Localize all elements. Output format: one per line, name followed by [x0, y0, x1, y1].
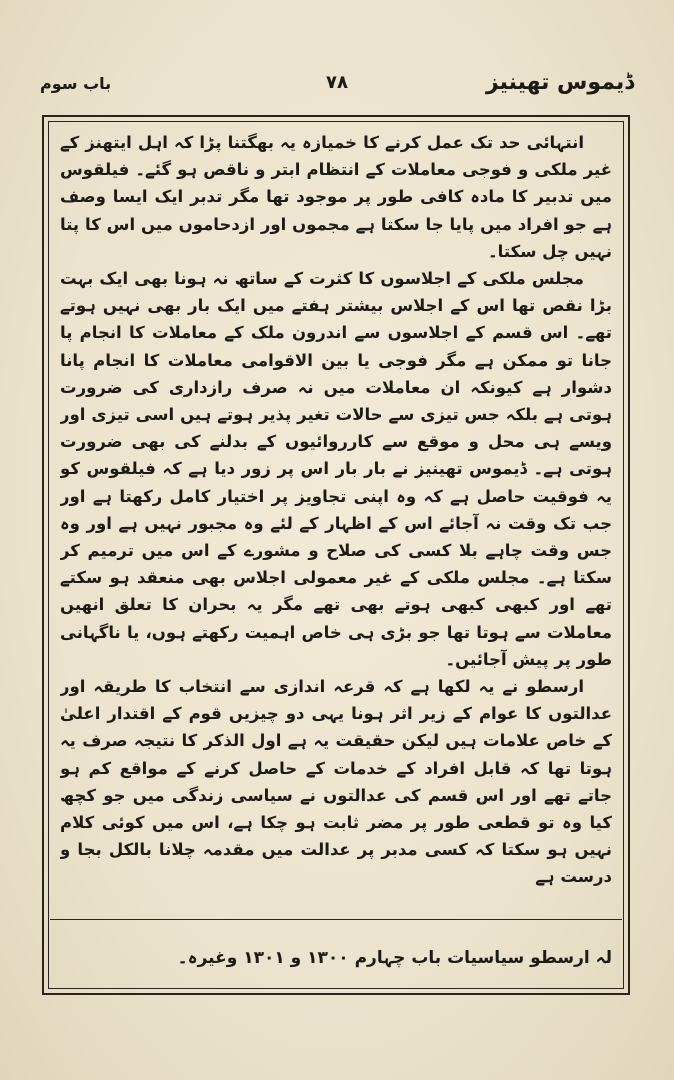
footnote: لہ ارسطو سیاسیات باب چہارم ۱۳۰۰ و ۱۳۰۱ وغیرہ۔: [177, 948, 612, 968]
paragraph-2: مجلس ملکی کے اجلاسوں کا کثرت کے ساتھ نہ ہونا بھی ایک بہت بڑا نقص تھا اس کے اجلاس بیشتر ہفتے میں ایک بار بھی نہیں ہوتے تھے۔ اس قسم کے اجلاسوں سے اندرون ملک کے معاملات کا انجام پا جانا تو ممکن ہے مگر فوجی یا بین الاقوامی معاملات کا انجام پانا دشوار ہے کیونکہ ان معاملات میں نہ صرف رازداری کی ضرورت ہوتی ہے بلکہ جس تیزی سے حالات تغیر پذیر ہوتے ہیں اسی تیزی اور ویسے ہی محل و موقع سے کارروائیوں کے بدلنے کی بھی ضرورت ہوتی ہے۔ ڈیموس تھینیز نے بار بار اس پر زور دیا ہے کہ فیلقوس کو یہ فوقیت حاصل ہے کہ وہ اپنی تجاویز پر اختیار کامل رکھتا ہے اور جب تک وقت نہ آجائے اس کے اظہار کے لئے وہ مجبور نہیں ہے اور وہ جس وقت چاہے بلا کسی کی صلاح و مشورے کے اس میں ترمیم کر سکتا ہے۔ مجلس ملکی کے غیر معمولی اجلاس بھی منعقد ہو سکتے تھے اور کبھی کبھی ہوتے بھی تھے مگر یہ بحران کا تعلق انھیں معاملات سے ہوتا تھا جو بڑی ہی خاص اہمیت رکھتے ہوں، یا ناگہانی طور پر پیش آجائیں۔: [60, 269, 612, 669]
text-frame: [42, 115, 630, 995]
body-text: [60, 129, 612, 911]
page-header: [40, 70, 634, 110]
page-number: ۷۸: [326, 72, 348, 93]
footnote-divider: [50, 919, 622, 920]
book-title: ڈیموس تھینیز: [485, 70, 634, 95]
paragraph-3: ارسطو نے یہ لکھا ہے کہ قرعہ اندازی سے انتخاب کا طریقہ اور عدالتوں کا عوام کے زیر اثر ہونا یہی دو چیزیں قوم کے اقتدار اعلیٰ کے خاص علامات ہیں لیکن حقیقت یہ ہے اول الذکر کا نتیجہ صرف یہ ہوتا تھا کہ قابل افراد کے خدمات کے حاصل کرنے کے مواقع کم ہو جاتے تھے اور اس قسم کی عدالتوں نے سیاسی زندگی میں جو کچھ کیا وہ تو قطعی طور پر مضر ثابت ہو چکا ہے، اس میں کوئی کلام نہیں ہو سکتا کہ کسی مدبر پر عدالت میں مقدمہ چلانا بالکل بجا و درست ہے: [60, 677, 612, 887]
chapter-label: باب سوم: [40, 74, 112, 93]
paragraph-1: انتہائی حد تک عمل کرنے کا خمیازہ یہ بھگتنا پڑا کہ اہل ایتھنز کے غیر ملکی و فوجی معاملات کے انتظام ابتر و ناقص ہو گئے۔ فیلقوس میں تدبیر کا مادہ کافی طور پر موجود تھا مگر تدبر ایک ایسا وصف ہے جو افراد میں پایا جا سکتا ہے مجموں اور ازدحاموں میں اس کا پتا نہیں چل سکتا۔: [60, 133, 612, 261]
